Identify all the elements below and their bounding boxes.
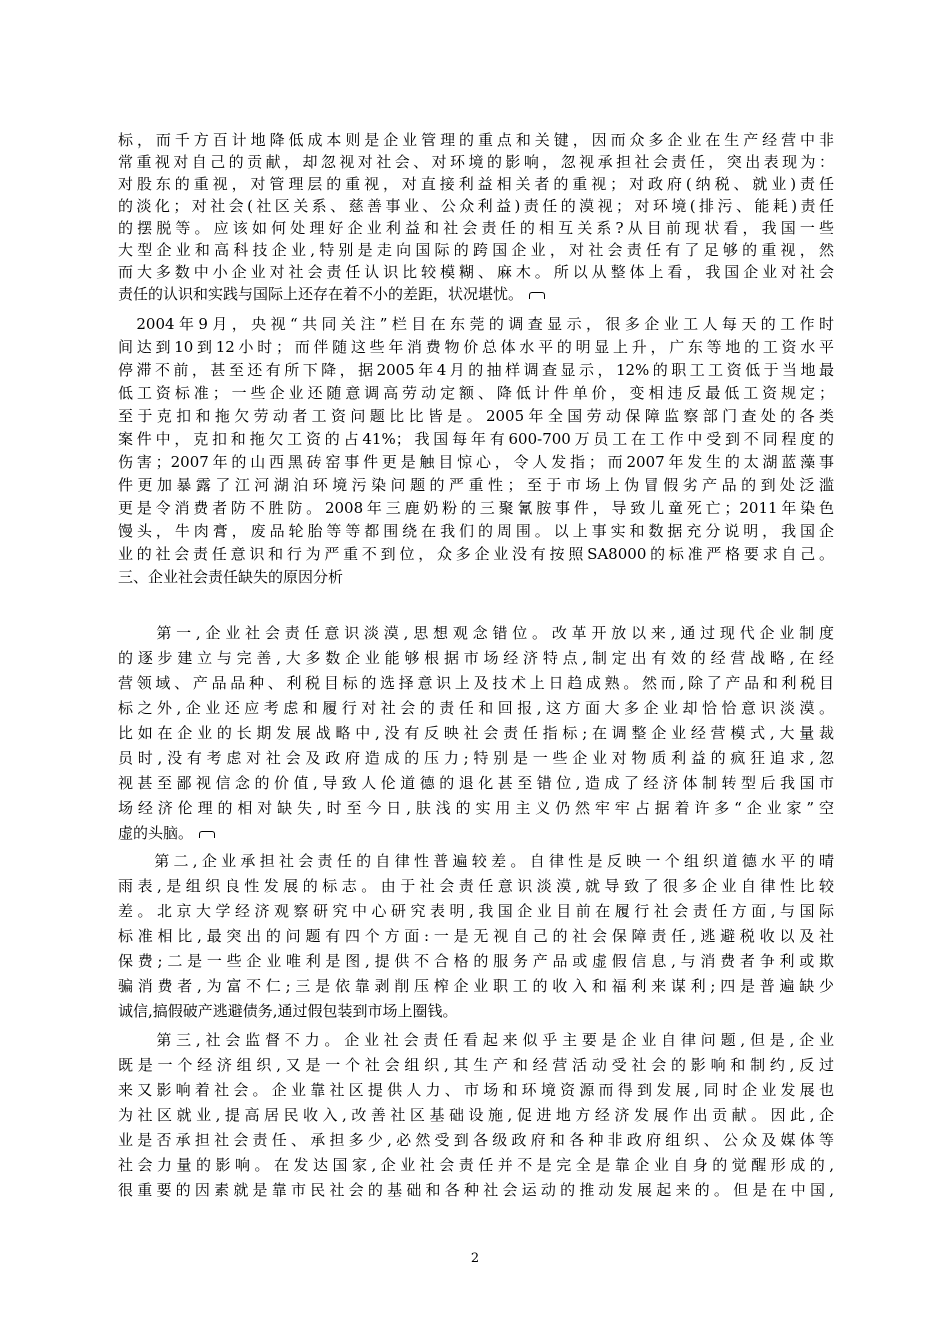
text-line-content: 责任的认识和实践与国际上还存在着不小的差距，状况堪忧。 [118, 285, 524, 303]
text-line: 员时,没有考虑对社会及政府造成的压力;特别是一些企业对物质利益的疯狂追求,忽 [118, 749, 834, 767]
text-line: 第一,企业社会责任意识淡漠,思想观念错位。改革开放以来,通过现代企业制度 [118, 624, 834, 642]
text-line: 的摆脱等。应该如何处理好企业利益和社会责任的相互关系?从目前现状看，我国一些 [118, 219, 834, 237]
text-line: 既是一个经济组织,又是一个社会组织,其生产和经营活动受社会的影响和制约,反过 [118, 1056, 834, 1074]
text-line: 来又影响着社会。企业靠社区提供人力、市场和环境资源而得到发展,同时企业发展也 [118, 1081, 834, 1099]
text-line: 雨表,是组织良性发展的标志。由于社会责任意识淡漠,就导致了很多企业自律性比较 [118, 877, 834, 895]
text-line: 场经济伦理的相对缺失,时至今日,肤浅的实用主义仍然牢牢占据着许多“企业家”空 [118, 799, 834, 817]
text-line: 常重视对自己的贡献，却忽视对社会、对环境的影响，忽视承担社会责任，突出表现为： [118, 153, 834, 171]
section-heading: 三、企业社会责任缺失的原因分析 [118, 568, 344, 586]
text-line: 差。北京大学经济观察研究中心研究表明,我国企业目前在履行社会责任方面,与国际 [118, 902, 834, 920]
page-number: 2 [470, 1251, 480, 1266]
text-line: 2004年9月，央视“共同关注”栏目在东莞的调查显示，很多企业工人每天的工作时 [118, 315, 834, 333]
text-line: 而大多数中小企业对社会责任认识比较模糊、麻木。所以从整体上看，我国企业对社会 [118, 263, 834, 281]
paragraph-mark-icon [199, 831, 215, 838]
text-line: 大型企业和高科技企业,特别是走向国际的跨国企业，对社会责任有了足够的重视，然 [118, 241, 834, 259]
text-line: 营领域、产品品种、利税目标的选择意识上及技术上日趋成熟。然而,除了产品和利税目 [118, 674, 834, 692]
text-line: 视甚至鄙视信念的价值,导致人伦道德的退化甚至错位,造成了经济体制转型后我国市 [118, 774, 834, 792]
text-line: 标，而千方百计地降低成本则是企业管理的重点和关键，因而众多企业在生产经营中非 [118, 131, 834, 149]
text-line: 骗消费者,为富不仁;三是依靠剥削压榨企业职工的收入和福利来谋利;四是普遍缺少 [118, 977, 834, 995]
text-line: 的淡化；对社会(社区关系、慈善事业、公众利益)责任的漠视；对环境(排污、能耗)责任 [118, 197, 834, 215]
text-line: 间达到10到12小时；而伴随这些年消费物价总体水平的明显上升，广东等地的工资水平 [118, 338, 834, 356]
text-line: 很重要的因素就是靠市民社会的基础和各种社会运动的推动发展起来的。但是在中国, [118, 1181, 834, 1199]
text-line: 业是否承担社会责任、承担多少,必然受到各级政府和各种非政府组织、公众及媒体等 [118, 1131, 834, 1149]
text-line [118, 823, 834, 843]
text-line: 第二,企业承担社会责任的自律性普遍较差。自律性是反映一个组织道德水平的晴 [118, 852, 834, 870]
text-line: 停滞不前，甚至还有所下降，据2005年4月的抽样调查显示，12%的职工工资低于当地最 [118, 361, 834, 379]
text-line: 业的社会责任意识和行为严重不到位，众多企业没有按照SA8000的标准严格要求自己。 [118, 545, 834, 563]
text-line: 社会力量的影响。在发达国家,企业社会责任并不是完全是靠企业自身的觉醒形成的, [118, 1156, 834, 1174]
text-line: 的逐步建立与完善,大多数企业能够根据市场经济特点,制定出有效的经营战略,在经 [118, 649, 834, 667]
text-line: 标之外,企业还应考虑和履行对社会的责任和回报,这方面大多企业却恰恰意识淡漠。 [118, 699, 834, 717]
text-line: 保费;二是一些企业唯利是图,提供不合格的服务产品或虚假信息,与消费者争利或欺 [118, 952, 834, 970]
text-line: 更是令消费者防不胜防。2008年三鹿奶粉的三聚氰胺事件，导致儿童死亡；2011年染色 [118, 499, 834, 517]
text-line: 件更加暴露了江河湖泊环境污染问题的严重性；至于市场上伪冒假劣产品的到处泛滥 [118, 476, 834, 494]
text-line-content: 虚的头脑。 [118, 824, 194, 842]
text-line: 第三,社会监督不力。企业社会责任看起来似乎主要是企业自律问题,但是,企业 [118, 1031, 834, 1049]
text-line: 标准相比,最突出的问题有四个方面:一是无视自己的社会保障责任,逃避税收以及社 [118, 927, 834, 945]
text-line: 低工资标准；一些企业还随意调高劳动定额、降低计件单价，变相违反最低工资规定； [118, 384, 834, 402]
text-line: 为社区就业,提高居民收入,改善社区基础设施,促进地方经济发展作出贡献。因此,企 [118, 1106, 834, 1124]
text-line: 案件中，克扣和拖欠工资的占41%；我国每年有600-700万员工在工作中受到不同程度的 [118, 430, 834, 448]
text-line: 诚信,搞假破产逃避债务,通过假包装到市场上圈钱。 [118, 1002, 458, 1020]
text-line: 比如在企业的长期发展战略中,没有反映社会责任指标;在调整企业经营模式,大量裁 [118, 724, 834, 742]
text-line: 馒头，牛肉膏，废品轮胎等等都围绕在我们的周围。以上事实和数据充分说明，我国企 [118, 522, 834, 540]
text-line [118, 284, 834, 304]
text-line: 至于克扣和拖欠劳动者工资问题比比皆是。2005年全国劳动保障监察部门查处的各类 [118, 407, 834, 425]
text-line: 伤害；2007年的山西黑砖窑事件更是触目惊心，令人发指；而2007年发生的太湖蓝藻事 [118, 453, 834, 471]
text-line: 对股东的重视，对管理层的重视，对直接利益相关者的重视；对政府(纳税、就业)责任 [118, 175, 834, 193]
paragraph-mark-icon [529, 292, 545, 299]
